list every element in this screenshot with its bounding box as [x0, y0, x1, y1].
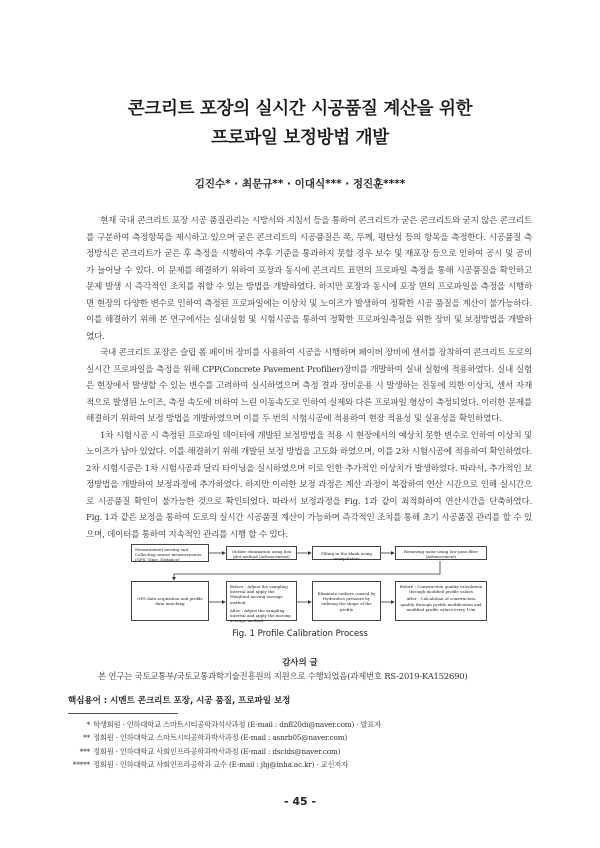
step-outlier-box: Outlier elimination using box plot method (Advancement) — [226, 546, 297, 560]
page-number: - 45 - — [283, 795, 317, 808]
paper-title-line-1: 콘크리트 포장의 실시간 시공품질 계산을 위한 — [127, 99, 473, 119]
abstract-body — [86, 213, 532, 543]
calibration-flowchart — [131, 544, 487, 624]
body-paragraph-1: 현재 국내 콘크리트 포장 시공 품질관리는 시방서와 지침서 등을 통하여 콘크리트가 굳은 콘크리트와 굳지 않은 콘크리트를 구분하여 측정항목을 제시하고 있으며 굳은 콘크리트의 시공품질은 폭, 두께, 평탄성 등의 항목을 측정한다. 시공품질 측정방식은 콘크리트가 굳은 후 측정을 시행하여 추후 기준을 통과하지 못할 경우 보수 및 재포장 등으로 인하여 공시 및 공비가 늘어날 수 있다. 이 문제를 해결하기 위하여 포장과 동시에 콘크리트 표면의 프로파일 측정을 통해 시공품질을 확인하고 문제 발생 시 즉각적인 조치를 취할 수 있는 방법을 개발하였다. 하지만 포장과 동시에 포장 면의 프로파일을 측정을 시행하면 현장의 다양한 변수로 인하여 측정된 프로파일에는 이상치 및 노이즈가 발생하여 정확한 시공 품질을 계산이 불가능하다. 이를 해결하기 위해 본 연구에서는 실내실험 및 시험시공을 통하여 정확한 프로파일측정을 위한 장비 및 보정방법을 개발하였다. — [86, 216, 532, 342]
arrow-row-wrap — [174, 561, 440, 580]
footnote-3: *** 정회원 · 인하대학교 사회인프라공학과박사과정 (E-mail : dscids@naver.com) — [79, 746, 341, 756]
body-paragraph-3: 1차 시험시공 시 측정된 프로파일 데이터에 개발된 보정방법을 적용 시 현장에서의 예상치 못한 변수로 인하여 이상치 및 노이즈가 남아 있었다. 이를 해결하기 위해 개발된 보정 방법을 고도화 하였으며, 이를 2차 시험시공에 적용하여 확인하였다. 2차 시험시공은 1차 시험시공과 달리 타이닝을 실시하였으며 이로 인한 추가적인 이상치가 발생하였다. 따라서, 추가적인 보정방법을 개발하여 보정과정에 추가하였다. 하지만 이러한 보정 과정은 계산 과정이 복잡하여 연산 시간으로 인해 실시간으로 시공품질 확인이 불가능한 것으로 확인되었다. 따라서 보정과정을 Fig. 1과 같이 최적화하여 연산시간을 단축하였다. Fig. 1과 같은 보정을 통하여 도로의 실시간 시공품질 계산이 가능하며 즉각적인 조치를 통해 초기 시공품질 관리를 할 수 있으며, 데이터를 통하여 지속적인 관리를 시행 할 수 있다. — [86, 430, 532, 540]
footnote-2: ** 정회원 · 인하대학교 스마트시티공학과박사과정 (E-mail : asnrb05@naver.com) — [83, 733, 348, 743]
author-list: 김진수* · 최문규** · 이대식*** · 정진훈**** — [194, 178, 406, 190]
step-gps-matching-box: GPS data acquisition and profile data matching — [131, 581, 209, 621]
step-quality-box: Before : Construction quality calculation through modified profile values After : Calculation of construction quality through profile modification and modified profile values every 10m — [395, 581, 487, 621]
step-sampling-box: Before : Adjust the sampling interval and apply the Weighted moving average method After : Adjust the sampling interval and apply the moving average method — [226, 581, 297, 621]
acknowledgement-title: 감사의 글 — [282, 658, 318, 668]
body-paragraph-2: 국내 콘크리트 포장은 슬립 폼 페이버 장비를 사용하여 시공을 시행하며 페이버 장비에 센서를 장착하여 콘크리트 도로의 실시간 프로파일을 측정을 위해 CPP(Concrete Pavement Profilier)장비를 개발하여 실내 실험에 적용하였다. 실내 실험은 현장에서 발생할 수 있는 변수를 고려하여 실시하였으며 측정 결과 장비운용 시 발생하는 진동에 의한 이상치, 센서 자재적으로 발생된 노이즈, 측정 속도에 비하여 느린 이동속도로 인하여 실제와 다른 프로파일 형상이 측정되었다. 이러한 문제를 해결하기 위하여 보정 방법을 개발하였으며 이를 두 번의 시험시공에 적용하여 현장 적용성 및 실용성을 확인하였다. — [86, 348, 532, 424]
paper-title-line-2: 프로파일 보정방법 개발 — [211, 128, 389, 148]
step-measurement-box: Measurement moving and Collecting sensor measurements (GPS, Time, Distance) — [131, 544, 209, 562]
footnote-4: ***** 정회원 · 인하대학교 사회인프라공학과 교수 (E-mail : jhj@inha.ac.kr) · 교신저자 — [72, 760, 348, 770]
figure-caption: Fig. 1 Profile Calibration Process — [232, 629, 368, 639]
step-lowpass-box: Removing noise using low pass filter (Advancement) — [395, 546, 487, 560]
acknowledgement-text: 본 연구는 국토교통부/국토교통과학기술진흥원의 지원으로 수행되었음(과제번호 RS-2019-KA152690) — [98, 671, 468, 681]
footnotes — [68, 718, 548, 772]
footnote-divider — [68, 713, 178, 714]
step-interpolation-box: Filling in the blank using interpolation — [312, 546, 381, 560]
footnote-1: * 학생회원 · 인하대학교 스마트시티공학과석사과정 (E-mail : dnfl20di@naver.com) · 발표자 — [86, 720, 382, 729]
step-hydraulic-box: Eliminate outliers caused by Hydraulics pressure by utilizing the shape of the profile — [312, 581, 381, 621]
keywords: 핵심용어 : 시멘트 콘크리트 포장, 시공 품질, 프로파일 보정 — [68, 696, 291, 706]
